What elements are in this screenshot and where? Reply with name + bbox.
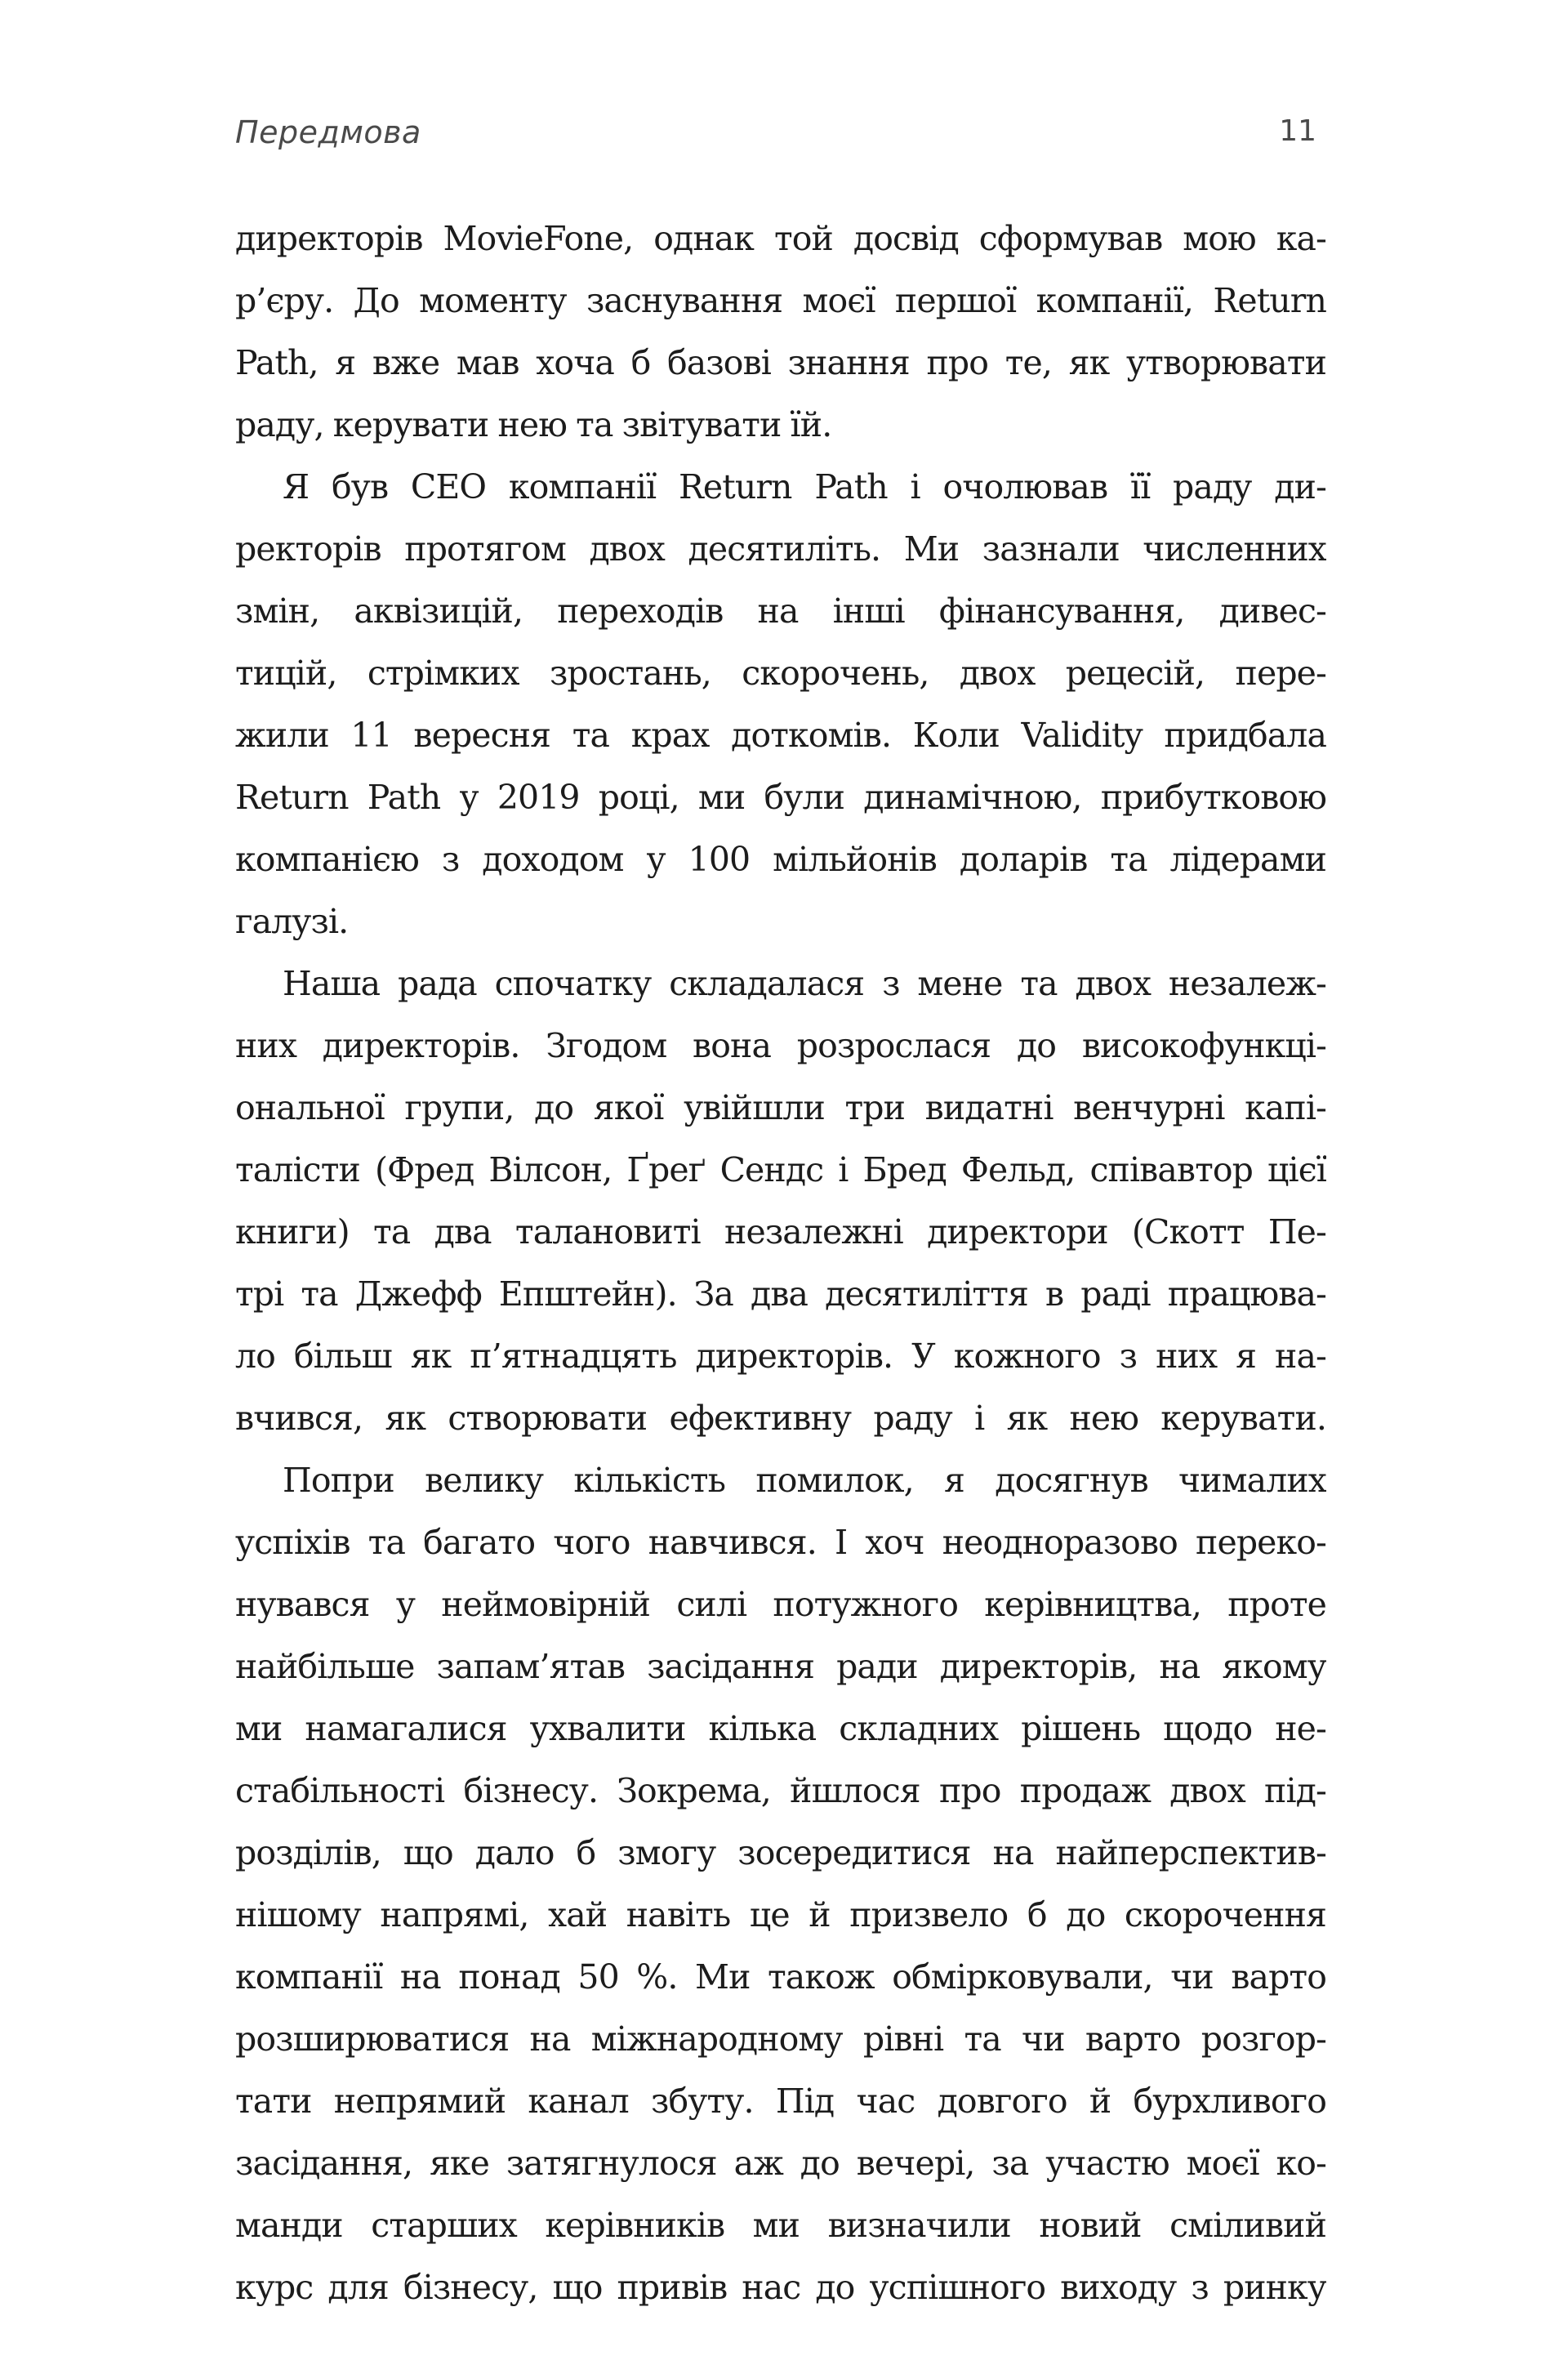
text-line: жили 11 вересня та крах доткомів. Коли Validity придбала [235, 716, 1326, 755]
text-line: Попри велику кількість помилок, я досягнув чималих [283, 1461, 1326, 1500]
text-line: компанії на понад 50 %. Ми також обмірковували, чи варто [235, 1957, 1326, 1997]
paragraph [235, 1449, 1326, 2318]
text-line: Return Path у 2019 році, ми були динамічною, прибутковою [235, 778, 1326, 817]
text-line: ми намагалися ухвалити кілька складних рішень щодо не- [235, 1709, 1326, 1748]
paragraph [235, 456, 1326, 953]
text-line: Наша рада спочатку складалася з мене та двох незалеж- [283, 964, 1326, 1003]
text-line: манди старших керівників ми визначили новий сміливий [235, 2206, 1326, 2245]
paragraph [235, 207, 1326, 456]
text-line: компанією з доходом у 100 мільйонів доларів та лідерами [235, 840, 1326, 879]
text-line: нішому напрямі, хай навіть це й призвело б до скорочення [235, 1895, 1326, 1934]
running-header [235, 114, 1326, 163]
text-line: успіхів та багато чого навчився. І хоч неодноразово переко- [235, 1523, 1326, 1562]
text-line: ректорів протягом двох десятиліть. Ми зазнали численних [235, 529, 1326, 569]
text-line: тати непрямий канал збуту. Під час довгого й бурхливого [235, 2082, 1326, 2121]
section-title: Передмова [235, 114, 421, 150]
text-line: Я був CEO компанії Return Path і очолював її раду ди- [283, 467, 1326, 506]
text-line: Path, я вже мав хоча б базові знання про те, як утворювати [235, 343, 1326, 382]
text-line: ональної групи, до якої увійшли три видатні венчурні капі- [235, 1088, 1326, 1127]
text-line: розширюватися на міжнародному рівні та чи варто розгор- [235, 2019, 1326, 2059]
text-line: трі та Джефф Епштейн). За два десятиліття в раді працюва- [235, 1274, 1326, 1314]
text-line: вчився, як створювати ефективну раду і як нею керувати. [235, 1399, 1326, 1438]
text-line: директорів MovieFone, однак той досвід сформував мою ка- [235, 219, 1326, 258]
body-text [235, 207, 1326, 2318]
text-line: них директорів. Згодом вона розрослася до високофункці- [235, 1026, 1326, 1065]
text-line: р’єру. До моменту заснування моєї першої компанії, Return [235, 281, 1326, 320]
paragraph [235, 953, 1326, 1449]
text-line: тицій, стрімких зростань, скорочень, двох рецесій, пере- [235, 654, 1326, 693]
text-line: найбільше запам’ятав засідання ради директорів, на якому [235, 1647, 1326, 1686]
text-line: засідання, яке затягнулося аж до вечері, за участю моєї ко- [235, 2144, 1326, 2183]
text-line: талісти (Фред Вілсон, Ґреґ Сендс і Бред Фельд, співавтор цієї [235, 1150, 1326, 1189]
text-line: ло більш як п’ятнадцять директорів. У кожного з них я на- [235, 1336, 1326, 1376]
text-line: курс для бізнесу, що привів нас до успішного виходу з ринку [235, 2268, 1326, 2307]
text-line: галузі. [235, 902, 349, 941]
text-line: книги) та два талановиті незалежні директори (Скотт Пе- [235, 1212, 1326, 1252]
text-line: змін, аквізицій, переходів на інші фінансування, дивес- [235, 591, 1326, 631]
page-number: 11 [1279, 114, 1316, 148]
text-line: стабільності бізнесу. Зокрема, йшлося про продаж двох під- [235, 1771, 1326, 1810]
text-line: нувався у неймовірній силі потужного керівництва, проте [235, 1585, 1326, 1624]
text-line: раду, керувати нею та звітувати їй. [235, 405, 832, 444]
text-line: розділів, що дало б змогу зосередитися на найперспектив- [235, 1833, 1326, 1872]
